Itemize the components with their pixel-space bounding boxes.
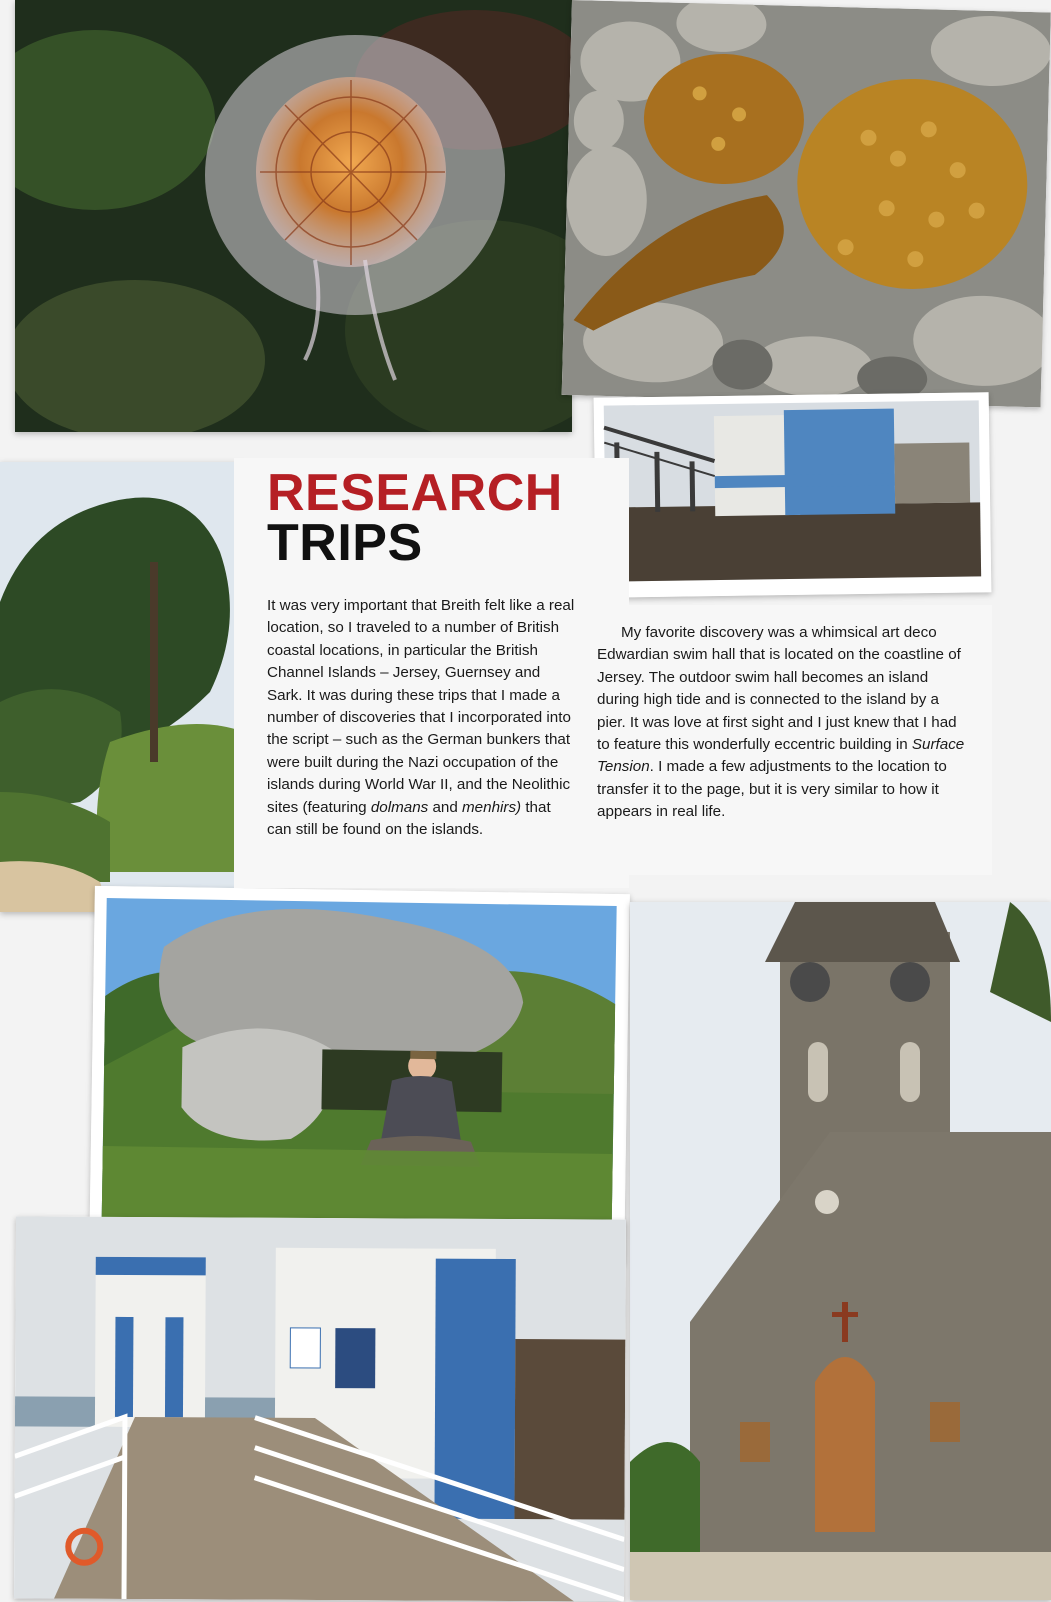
paragraph-2-emphasis-title: Surface Tension [597,736,965,776]
stone-church-photo [630,902,1051,1600]
paragraph-1-text-mid: and [428,798,463,816]
paragraph-2-text-end: . I made a few adjustments to the location to transfer it to the page, but it is very similar to how it appears in real life. [597,758,947,821]
pier-swim-hall-photo [14,1216,626,1601]
swim-hall-photo [594,392,992,597]
paragraph-1-emphasis-menhirs: menhirs) [462,798,522,816]
dolmen-photo [89,886,630,1264]
paragraph-2-text: My favorite discovery was a whimsical art deco Edwardian swim hall that is located on the coastline of Jersey. The outdoor swim hall becomes an island during high tide and is connected to the island by a pier. It was love at first sight and I just knew that I had to feature this wonderfully eccentric building in [597,624,961,754]
title-line-2: TRIPS [267,514,423,573]
paragraph-1-emphasis-dolmans: dolmans [370,798,429,816]
seaweed-on-pebbles-photo [562,0,1051,407]
jellyfish-photo [15,0,572,432]
body-paragraph-1 [267,595,577,841]
coastal-trees-photo [0,462,244,912]
body-paragraph-2 [597,622,967,824]
page-title [267,464,563,573]
paragraph-1-text-end: that can still be found on the islands. [267,798,551,839]
paragraph-1-text: It was very important that Breith felt like a real location, so I traveled to a number of British coastal locations, in particular the British Channel Islands – Jersey, Guernsey and Sark. It was during these trips that I made a number of discoveries that I incorporated into the script – such as the German bunkers that were built during the Nazi occupation of the islands during World War II, and the Neolithic sites (featuring [267,597,575,816]
title-line-1: RESEARCH [267,464,563,522]
